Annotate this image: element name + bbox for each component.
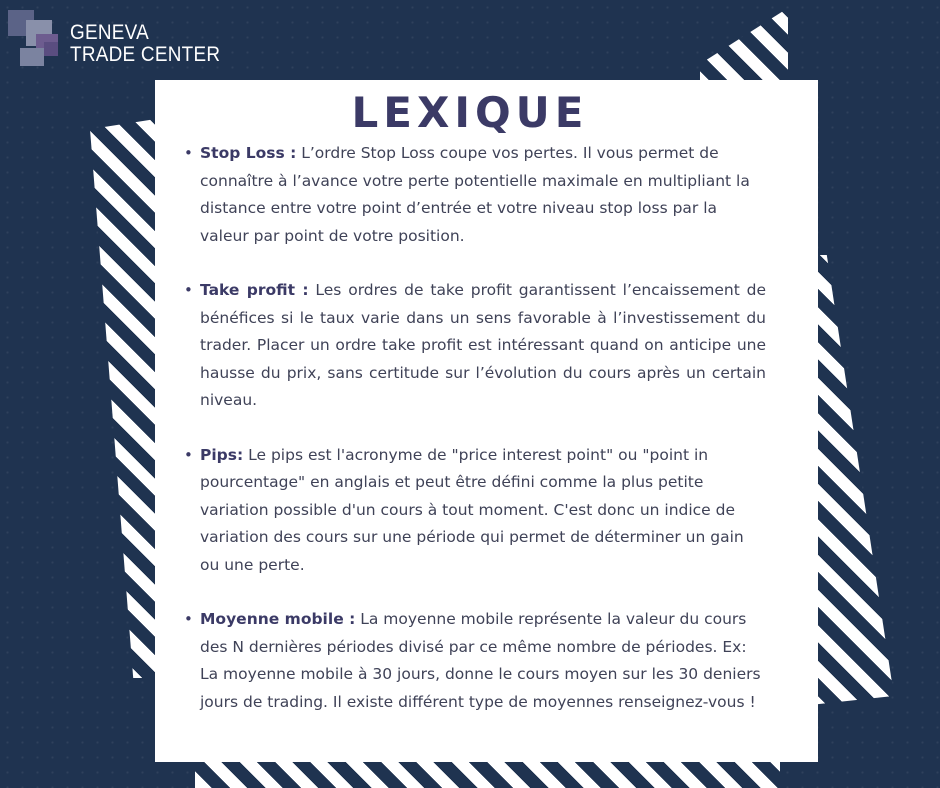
glossary-term: Stop Loss : [200, 144, 297, 162]
glossary-definition: L’ordre Stop Loss coupe vos pertes. Il vous permet de connaître à l’avance votre perte potentielle maximale en multipliant la distance entre votre point d’entrée et votre niveau stop loss par la valeur par point de votre position. [200, 144, 750, 245]
glossary-term: Pips: [200, 445, 244, 464]
stripe-band-bottom [195, 758, 780, 788]
bullet-icon: • [184, 144, 193, 162]
stripe-band-left [90, 118, 162, 678]
glossary-list [184, 140, 766, 716]
glossary-entry-take-profit [184, 277, 766, 415]
logo-line-2: TRADE CENTER [70, 43, 221, 66]
glossary-definition: La moyenne mobile représente la valeur du cours des N dernières périodes divisé par ce même nombre de périodes. Ex: La moyenne mobile à 30 jours, donne le cours moyen sur les 30 deniers jours de trading. Il existe différent type de moyennes renseignez-vous ! [200, 610, 761, 711]
stripe-band-right [810, 255, 894, 705]
logo-text [70, 22, 220, 66]
glossary-entry-moyenne-mobile [184, 606, 766, 716]
glossary-definition: Le pips est l'acronyme de "price interest point" ou "point in pourcentage" en anglais et peut être défini comme la plus petite variation possible d'un cours à tout moment. C'est donc un indice de variation des cours sur une période qui permet de déterminer un gain ou une perte. [200, 445, 744, 574]
logo-line-1: GENEVA [70, 21, 150, 44]
bullet-icon: • [184, 281, 193, 299]
page-title: LEXIQUE [351, 88, 589, 137]
glossary-entry-stop-loss [184, 140, 766, 250]
glossary-entry-pips [184, 442, 766, 580]
bullet-icon: • [184, 445, 193, 464]
bullet-icon: • [184, 610, 193, 628]
glossary-definition: Les ordres de take profit garantissent l’encaissement de bénéfices si le taux varie dans un sens favorable à l’investissement du trader. Placer un ordre take profit est intéressant quand on anticipe une hausse du prix, sans certitude sur l’évolution du cours après un certain niveau. [200, 281, 766, 409]
glossary-term: Take profit : [200, 281, 309, 299]
stripe-band-top-right [700, 8, 788, 88]
logo-squares-icon [8, 8, 68, 68]
geneva-trade-center-logo [8, 8, 248, 68]
glossary-term: Moyenne mobile : [200, 610, 356, 628]
